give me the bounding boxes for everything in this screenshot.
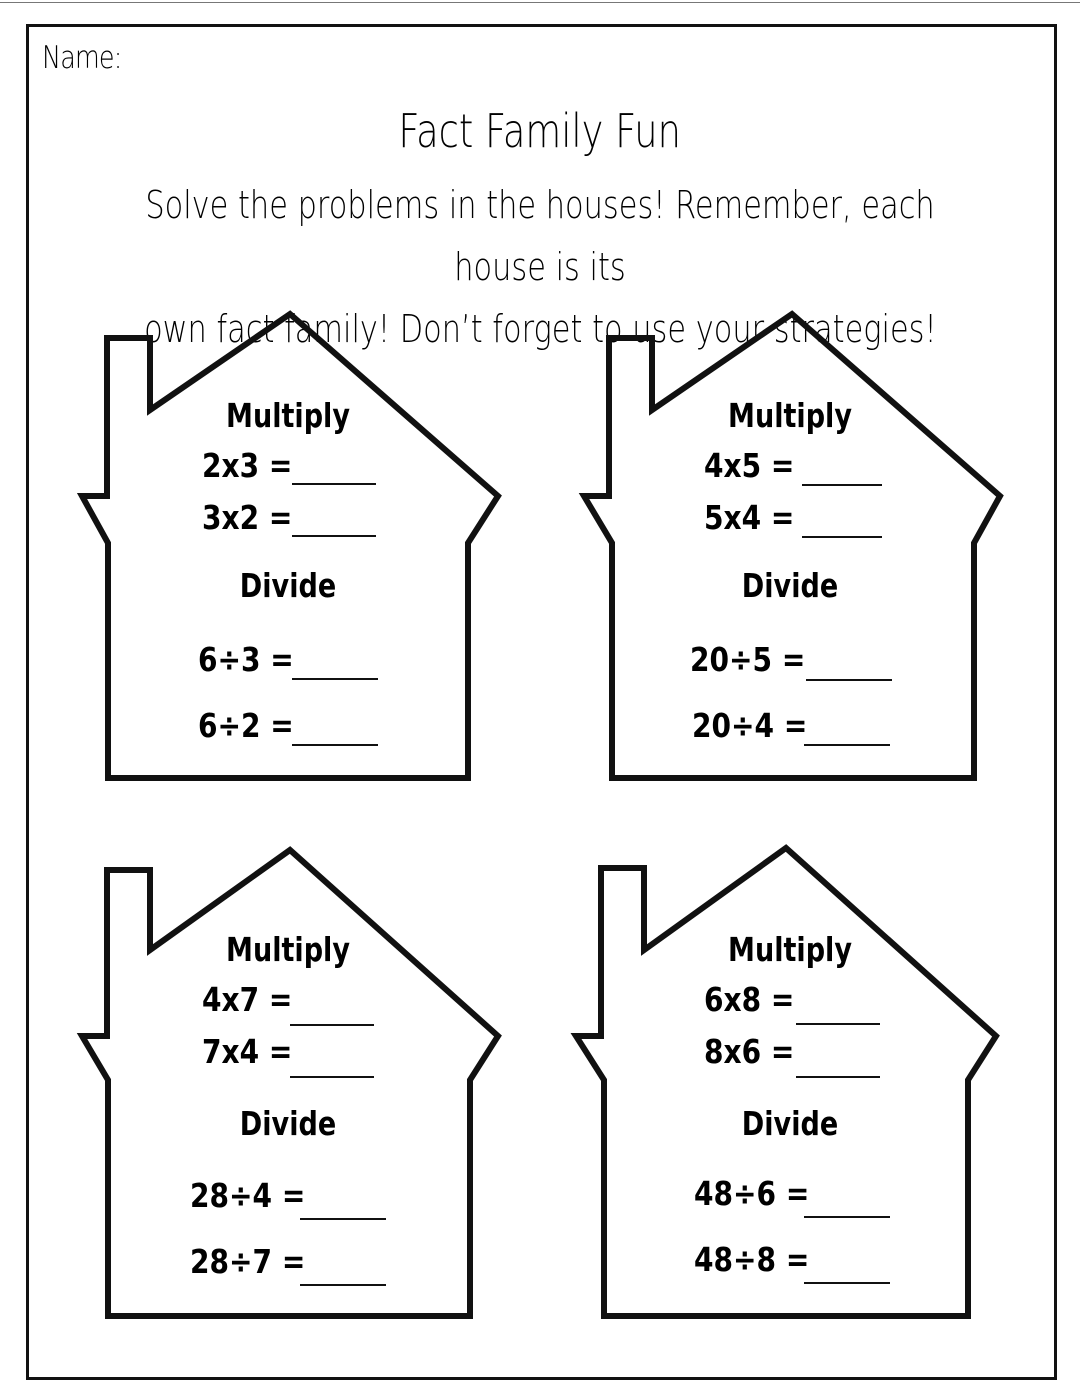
multiply-heading: Multiply (728, 396, 852, 435)
worksheet-title-text: Fact Family Fun (398, 104, 682, 158)
multiply-heading: Multiply (226, 396, 350, 435)
multiply-problem: 4x7 = (202, 980, 293, 1019)
worksheet-title (0, 104, 1080, 158)
answer-blank[interactable] (292, 678, 378, 680)
fact-family-house-2 (580, 310, 1020, 790)
answer-blank[interactable] (804, 1282, 890, 1284)
multiply-problem: 7x4 = (202, 1032, 293, 1071)
answer-blank[interactable] (796, 1076, 880, 1078)
answer-blank[interactable] (804, 744, 890, 746)
answer-blank[interactable] (300, 1218, 386, 1220)
multiply-heading: Multiply (226, 930, 350, 969)
house-outline-icon (78, 310, 518, 790)
top-edge-line (0, 2, 1080, 3)
multiply-problem: 6x8 = (704, 980, 795, 1019)
divide-problem: 48÷6 = (694, 1174, 810, 1213)
divide-problem: 28÷4 = (190, 1176, 306, 1215)
multiply-heading: Multiply (728, 930, 852, 969)
divide-heading: Divide (239, 1104, 337, 1143)
divide-problem: 6÷3 = (198, 640, 294, 679)
fact-family-house-3 (78, 850, 518, 1330)
answer-blank[interactable] (796, 1023, 880, 1025)
fact-family-house-4 (572, 846, 1012, 1326)
answer-blank[interactable] (292, 744, 378, 746)
multiply-problem: 8x6 = (704, 1032, 795, 1071)
multiply-problem: 4x5 = (704, 446, 795, 485)
divide-problem: 6÷2 = (198, 706, 294, 745)
answer-blank[interactable] (806, 679, 892, 681)
divide-problem: 20÷4 = (692, 706, 808, 745)
divide-problem: 20÷5 = (690, 640, 806, 679)
multiply-problem: 3x2 = (202, 498, 293, 537)
divide-heading: Divide (239, 566, 337, 605)
answer-blank[interactable] (292, 535, 376, 537)
multiply-problem: 2x3 = (202, 446, 293, 485)
name-label: Name: (42, 40, 122, 76)
fact-family-house-1 (78, 310, 518, 790)
divide-problem: 48÷8 = (694, 1240, 810, 1279)
answer-blank[interactable] (804, 1216, 890, 1218)
answer-blank[interactable] (292, 483, 376, 485)
divide-problem: 28÷7 = (190, 1242, 306, 1281)
answer-blank[interactable] (290, 1024, 374, 1026)
divide-heading: Divide (741, 1104, 839, 1143)
instructions-line-2: own fact family! Don’t forget to use your strategies! (143, 307, 937, 351)
multiply-problem: 5x4 = (704, 498, 795, 537)
divide-heading: Divide (741, 566, 839, 605)
answer-blank[interactable] (802, 484, 882, 486)
answer-blank[interactable] (300, 1284, 386, 1286)
answer-blank[interactable] (290, 1076, 374, 1078)
answer-blank[interactable] (802, 536, 882, 538)
instructions-line-1: Solve the problems in the houses! Remember, each house is its (145, 183, 935, 289)
